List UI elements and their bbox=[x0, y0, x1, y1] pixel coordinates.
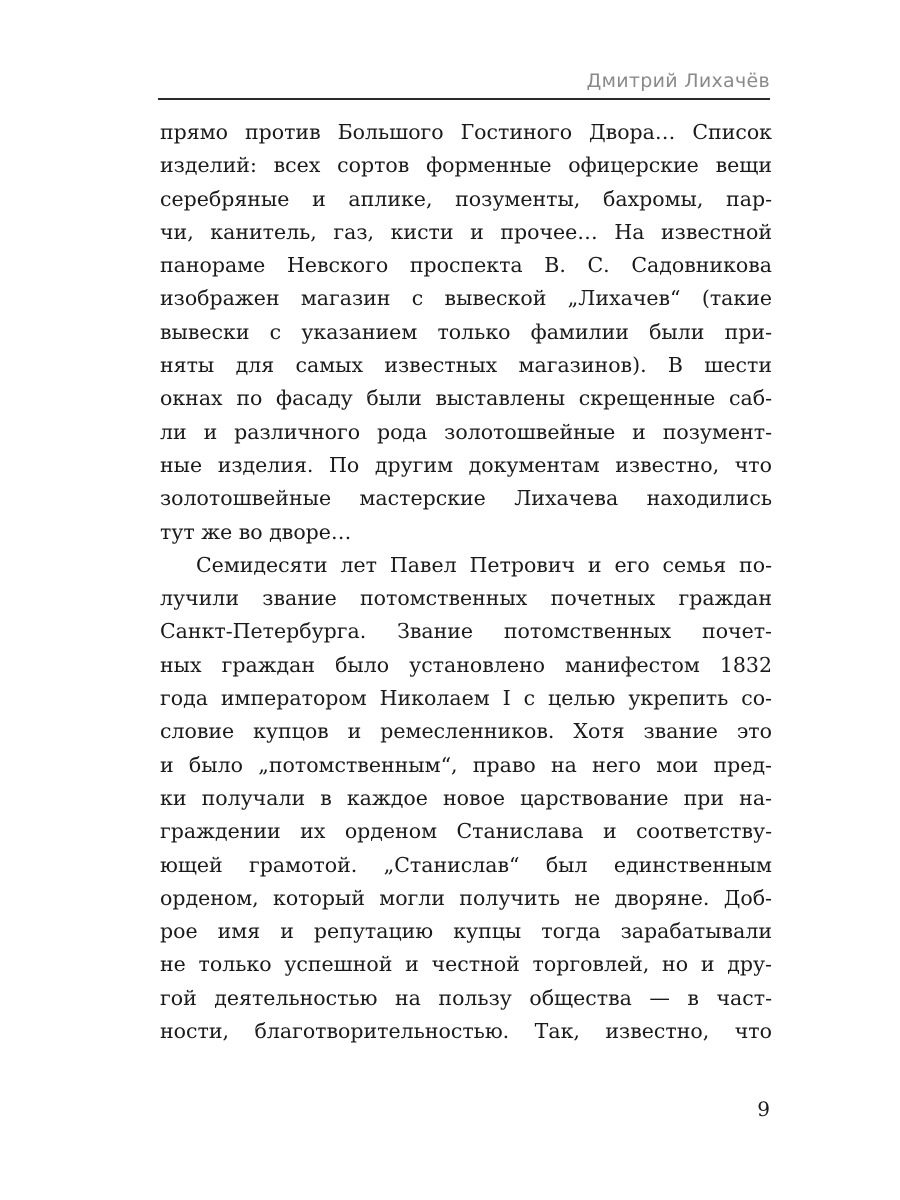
text-line: граждении их орденом Станислава и соответству- bbox=[160, 819, 772, 844]
text-line: вывески с указанием только фамилии были при- bbox=[160, 319, 772, 344]
text-line: ные изделия. По другим документам известно, что bbox=[160, 452, 772, 477]
running-header bbox=[158, 70, 770, 100]
paragraph-1 bbox=[160, 116, 772, 549]
text-line: ющей грамотой. „Станислав“ был единственным bbox=[160, 852, 772, 877]
text-line: изделий: всех сортов форменные офицерские вещи bbox=[160, 153, 772, 178]
text-line: окнах по фасаду были выставлены скрещенные саб- bbox=[160, 386, 772, 411]
body-text bbox=[160, 116, 772, 1048]
text-line: серебряные и аплике, позументы, бахромы, пар- bbox=[160, 186, 772, 211]
page-number: 9 bbox=[757, 1097, 770, 1121]
text-line: ности, благотворительностью. Так, известно, что bbox=[160, 1019, 772, 1044]
running-header-author: Дмитрий Лихачёв bbox=[586, 70, 770, 92]
text-line: гой деятельностью на пользу общества — в част- bbox=[160, 985, 772, 1010]
text-line: панораме Невского проспекта В. С. Садовникова bbox=[160, 253, 772, 278]
text-line: золотошвейные мастерские Лихачева находились bbox=[160, 486, 772, 511]
text-line: Семидесяти лет Павел Петрович и его семья по- bbox=[196, 552, 772, 577]
text-line: няты для самых известных магазинов). В шести bbox=[160, 353, 772, 378]
text-line: словие купцов и ремесленников. Хотя звание это bbox=[160, 719, 772, 744]
text-line: и было „потомственным“, право на него мои пред- bbox=[160, 752, 772, 777]
text-line: чи, канитель, газ, кисти и прочее… На известной bbox=[160, 219, 772, 244]
text-line: лучили звание потомственных почетных граждан bbox=[160, 586, 772, 611]
text-line: рое имя и репутацию купцы тогда зарабатывали bbox=[160, 919, 772, 944]
text-line: года императором Николаем I с целью укрепить со- bbox=[160, 686, 772, 711]
text-line: не только успешной и честной торговлей, но и дру- bbox=[160, 952, 772, 977]
text-line: ли и различного рода золотошвейные и позумент- bbox=[160, 419, 772, 444]
text-line: прямо против Большого Гостиного Двора… Список bbox=[160, 120, 772, 144]
paragraph-2 bbox=[160, 549, 772, 1048]
text-line: орденом, который могли получить не дворяне. Доб- bbox=[160, 885, 772, 910]
text-line: тут же во дворе… bbox=[160, 519, 352, 544]
text-line: изображен магазин с вывеской „Лихачев“ (такие bbox=[160, 286, 772, 311]
text-line: ных граждан было установлено манифестом 1832 bbox=[160, 652, 772, 677]
text-line: Санкт-Петербурга. Звание потомственных почет- bbox=[160, 619, 772, 644]
text-line: ки получали в каждое новое царствование при на- bbox=[160, 785, 772, 810]
